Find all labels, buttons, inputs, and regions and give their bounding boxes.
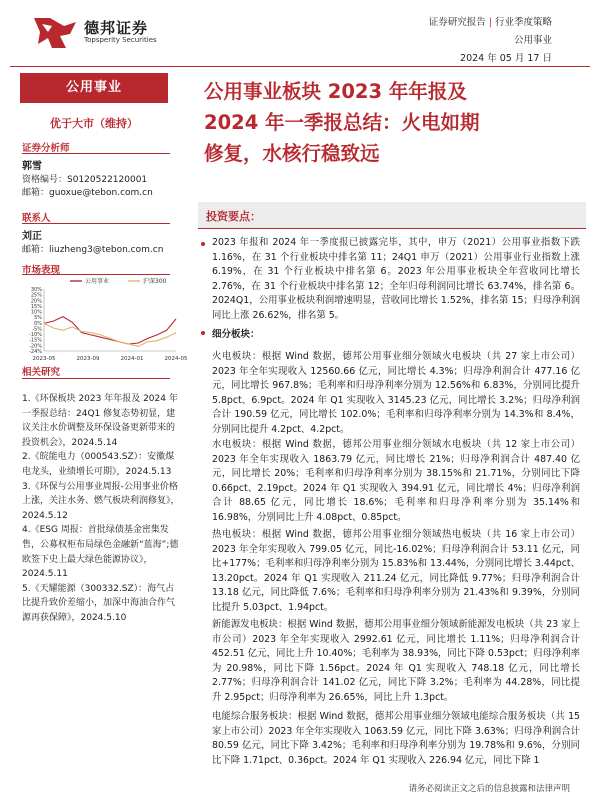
related-item[interactable]: 2.《皖能电力（000543.SZ）：安徽煤电龙头，业绩增长可期》，2024.5.13: [22, 452, 175, 477]
related-research-list: [22, 392, 182, 626]
analyst-cert: 资格编号：S0120522120001: [22, 175, 148, 185]
related-item[interactable]: 4.《ESG 周报：首批绿债基金密集发售，公募权柜布局绿色金融新“蓝海”;德欧签下史上最大绿色能源协议》，2024.5.11: [22, 525, 179, 580]
title-line: 2024 年一季报总结：火电如期: [204, 111, 480, 134]
y-tick-label: -15%: [29, 337, 42, 344]
legend-label: 公用事业: [85, 278, 110, 285]
brand-name-en: Topsperity Securities: [84, 36, 157, 44]
related-item[interactable]: 5.《天耀能源（300332.SZ）：海气占比提升致价差缩小，加深中海油合作气源再获保障》，2024.5.10: [22, 583, 176, 623]
related-item[interactable]: 1.《环保板块 2023 年年报及 2024 年一季报总结：24Q1 修复态势初显，建议关注水价调整及环保设备更新带来的投资机会》，2024.5.14: [22, 394, 178, 448]
x-tick-label: 2023-05: [32, 356, 56, 362]
summary-paragraph: 2023 年报和 2024 年一季度报已披露完毕，其中，申万（2021）公用事业指数下跌 1.16%，在 31 个行业板块中排名第 11；24Q1 申万（2021）公用事业行业指数上涨 6.19%，在 31 个行业板块中排名第 6。2023 年公用事业板块全年营收同比增长 2.76%，在 31 个行业板块中排名第 12；全年归母利润同比增长 63.74%，排名第 6。2024Q1，公用事业板块利润增速明显，营收同比增长 1.52%，排名第 15；归母净利润同比上涨 26.62%，排名第 5。: [212, 237, 580, 321]
hydro-paragraph: 水电板块：根据 Wind 数据，德邦公用事业细分领域水电板块（共 12 家上市公司）2023 年全年实现收入 1863.79 亿元，同比增长 21%；归母净利润合计 487.40 亿元，同比增长 20%；毛利率和归母净利率分别为 38.15%和 21.71%，分别同比下降 0.66pct、2.19pct。2024 年 Q1 实现收入 394.91 亿元，同比增长 4%；归母净利润合计 88.65 亿元，同比增长 18.6%；毛利率和归母净利率分别为 35.14%和 16.98%，分别同比上升 4.08pct、0.85pct。: [212, 439, 580, 523]
y-tick-label: 0%: [34, 320, 42, 327]
brand-horse-icon: [30, 14, 80, 50]
analyst-email: 邮箱：guoxue@tebon.com.cn: [22, 188, 153, 198]
report-title: [204, 76, 589, 169]
title-line: 修复，水核行稳致远: [204, 142, 380, 165]
related-item[interactable]: 3.《环保与公用事业周报-公用事业价格上涨，关注水务、燃气板块利润修复》，2024.5.12: [22, 481, 180, 521]
legend-label: 沪深300: [143, 278, 167, 285]
analyst-name: 郭雪: [22, 161, 42, 172]
contact-name: 刘正: [22, 231, 42, 242]
title-line: 公用事业板块 2023 年年报及: [204, 80, 467, 103]
report-series: 行业季度策略: [494, 17, 552, 28]
y-tick-label: -10%: [29, 332, 42, 339]
related-section-label: 相关研究: [22, 367, 61, 378]
y-tick-label: 20%: [30, 298, 42, 305]
brand-logo: [30, 14, 200, 50]
contact-section-label: 联系人: [22, 213, 51, 224]
sector-banner: 公用事业: [20, 73, 168, 103]
y-tick-label: 15%: [30, 303, 42, 310]
contact-email: 邮箱：liuzheng3@tebon.com.cn: [22, 245, 164, 255]
header-divider: [10, 66, 590, 67]
bullet-icon: [201, 331, 205, 335]
meta-separator: |: [488, 17, 492, 28]
y-tick-label: 30%: [30, 287, 42, 293]
y-tick-label: 10%: [30, 309, 42, 316]
thermal-paragraph: 火电板块：根据 Wind 数据，德邦公用事业细分领域火电板块（共 27 家上市公司）2023 年全年实现收入 12560.66 亿元，同比增长 4.3%；归母净利润合计 477.16 亿元，同比增长 967.8%；毛利率和归母净利率分别为 12.56%和 6.83%，分别同比提升 5.8pct、6.9pct。2024 年 Q1 实现收入 3145.23 亿元，同比增长 3.2%；归母净利润合计 190.59 亿元，同比增长 102.0%；毛利率和归母净利率分别为 14.3%和 8.4%，分别同比提升 4.2pct、4.2pct。: [212, 351, 580, 435]
rating: 优于大市（维持）: [50, 117, 138, 130]
y-tick-label: -20%: [29, 343, 42, 350]
x-tick-label: 2024-05: [164, 356, 188, 362]
power-service-paragraph: 电能综合服务板块：根据 Wind 数据，德邦公用事业细分领域电能综合服务板块（共 15 家上市公司）2023 年全年实现收入 1063.59 亿元，同比下降 3.63%；归母净利润合计 80.59 亿元，同比下降 3.42%；毛利率和归母净利率分别为 19.78%和 9.6%，分别同比下降 1.71pct、0.36pct。2024 年 Q1 实现收入 226.94 亿元，同比下降 1: [212, 711, 580, 766]
new-energy-paragraph: 新能源发电板块：根据 Wind 数据，德邦公用事业细分领域新能源发电板块（共 23 家上市公司）2023 年全年实现收入 2992.61 亿元，同比增长 1.11%；归母净利润合计 452.51 亿元，同比上升 10.40%；毛利率为 38.93%，同比下降 0.53pct；归母净利率为 20.98%，同比下降 1.56pct。2024 年 Q1 实现收入 748.18 亿元，同比增长 2.77%；归母净利润合计 141.02 亿元，同比下降 3.2%；毛利率为 44.28%，同比提升 2.95pct；归母净利率为 26.65%，同比上升 1.3pct。: [212, 619, 580, 703]
report-date: 2024 年 05 月 17 日: [460, 53, 552, 64]
investment-points-header: [198, 202, 586, 229]
report-meta: [429, 14, 552, 68]
bullet-icon: [201, 242, 205, 246]
report-type: 证券研究报告: [428, 17, 486, 28]
y-tick-label: -24%: [29, 349, 42, 355]
report-sector-tag: 公用事业: [513, 35, 552, 46]
x-tick-label: 2023-09: [76, 356, 100, 362]
market-chart-svg: [22, 275, 188, 370]
market-performance-chart: [22, 275, 188, 370]
heat-paragraph: 热电板块：根据 Wind 数据，德邦公用事业细分领域热电板块（共 16 家上市公司）2023 年全年实现收入 799.05 亿元，同比-16.02%；归母净利润合计 53.11 亿元，同比+177%；毛利率和归母净利率分别为 15.83%和 13.44%，分别同比增长 3.44pct、13.20pct。2024 年 Q1 实现收入 211.24 亿元，同比降低 9.77%；归母净利润合计 13.18 亿元，同比降低 7.6%；毛利率和归母净利率分别为 21.43%和 9.39%，分别同比提升 5.03pct、1.94pct。: [212, 529, 580, 613]
y-tick-label: 25%: [30, 292, 42, 299]
y-tick-label: 5%: [34, 315, 42, 322]
y-tick-label: -5%: [32, 326, 42, 333]
brand-name-cn: 德邦证券: [84, 19, 149, 37]
x-tick-label: 2024-01: [120, 356, 144, 362]
market-section-label: 市场表现: [22, 265, 61, 276]
segment-heading: 细分板块：: [212, 329, 260, 340]
analyst-section-label: 证券分析师: [22, 143, 70, 154]
investment-points-heading: 投资要点：: [206, 210, 261, 223]
footer-disclaimer: 请务必阅读正文之后的信息披露和法律声明: [408, 784, 570, 794]
related-section-rule: [22, 378, 170, 379]
contact-section-rule: [22, 223, 170, 224]
analyst-section-rule: [22, 153, 170, 154]
